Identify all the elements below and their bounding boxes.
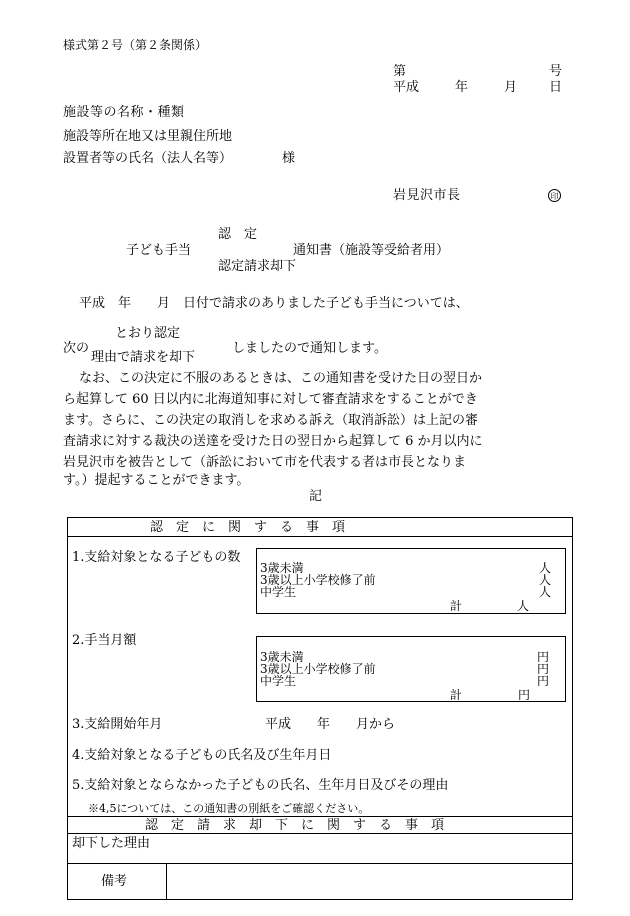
item2-unit: 円 [537,650,550,664]
date-year: 年 [455,80,469,95]
facility-location-label: 施設等所在地又は里親住所地 [63,129,233,144]
item2-unit: 円 [537,674,550,688]
table-note: ※4,5については、この通知書の別紙をご確認ください。 [88,802,370,815]
para-line: 査請求に対する裁決の送達を受けた日の翌日から起算して 6 か月以内に [63,434,483,449]
title-upper: 認 定 [218,227,258,242]
table-divider [67,536,573,537]
item2-total-unit: 円 [518,688,531,702]
table-divider [166,863,167,900]
item1-row-3to-elementary: 3歳以上小学校修了前 [260,573,376,587]
issuer-name: 岩見沢市長 [393,188,461,203]
item5-label: 5.支給対象とならなかった子どもの氏名、生年月日及びその理由 [72,778,449,793]
date-month: 月 [504,80,518,95]
choice-lower: 理由で請求を却下 [91,350,196,365]
date-day: 日 [549,80,563,95]
seal-icon: 印 [548,189,561,202]
reject-reason-label: 却下した理由 [72,836,151,851]
item2-row-3to-elementary: 3歳以上小学校修了前 [260,662,376,676]
item2-total-label: 計 [450,688,463,702]
table-divider [67,833,573,834]
item1-total-label: 計 [450,599,463,613]
title-lower: 認定請求却下 [218,259,297,274]
ki-marker: 記 [309,489,323,504]
item1-unit: 人 [539,573,552,587]
choice-suffix: しましたので通知します。 [232,341,387,356]
para-line: ます。さらに、この決定の取消しを求める訴え（取消訴訟）は上記の審 [63,413,478,428]
doc-no-suffix: 号 [549,64,563,79]
title-left: 子ども手当 [126,243,192,258]
honorific: 様 [282,151,296,166]
table-divider [67,863,573,864]
item2-unit: 円 [537,662,550,676]
choice-upper: とおり認定 [115,326,181,341]
para-line: ら起算して 60 日以内に北海道知事に対して審査請求をすることができ [63,392,478,407]
facility-name-label: 施設等の名称・種類 [63,105,185,120]
title-right: 通知書（施設等受給者用） [293,243,450,258]
table-divider [67,816,573,817]
choice-prefix: 次の [63,341,90,356]
item2-row-junior-high: 中学生 [260,674,297,688]
item2-label: 2.手当月額 [72,633,137,648]
item1-unit: 人 [539,585,552,599]
section2-header: 認 定 請 求 却 下 に 関 す る 事 項 [145,818,445,833]
item2-row-under3: 3歳未満 [260,650,304,664]
para-line: なお、この決定に不服のあるときは、この通知書を受けた日の翌日か [79,371,483,386]
item1-row-under3: 3歳未満 [260,561,304,575]
date-era: 平成 [393,80,420,95]
item1-unit: 人 [539,561,552,575]
para-line: 岩見沢市を被告として（訴訟において市を代表する者は市長となりま [63,455,467,470]
item1-row-junior-high: 中学生 [260,585,297,599]
section1-header: 認 定 に 関 す る 事 項 [150,520,346,535]
item4-label: 4.支給対象となる子どもの氏名及び生年月日 [72,748,332,763]
item3-value: 平成 年 月から [265,717,396,732]
founder-name-label: 設置者等の氏名（法人名等） [63,151,233,166]
item1-label: 1.支給対象となる子どもの数 [72,550,241,565]
form-number: 様式第２号（第２条関係） [63,38,208,52]
body-line1: 平成 年 月 日付で請求のありました子ども手当については、 [79,296,469,311]
item1-total-unit: 人 [517,599,530,613]
item3-label: 3.支給開始年月 [72,717,163,732]
doc-no-prefix: 第 [393,64,407,79]
para-line: す。）提起することができます。 [63,473,250,488]
remarks-label: 備考 [101,874,128,889]
